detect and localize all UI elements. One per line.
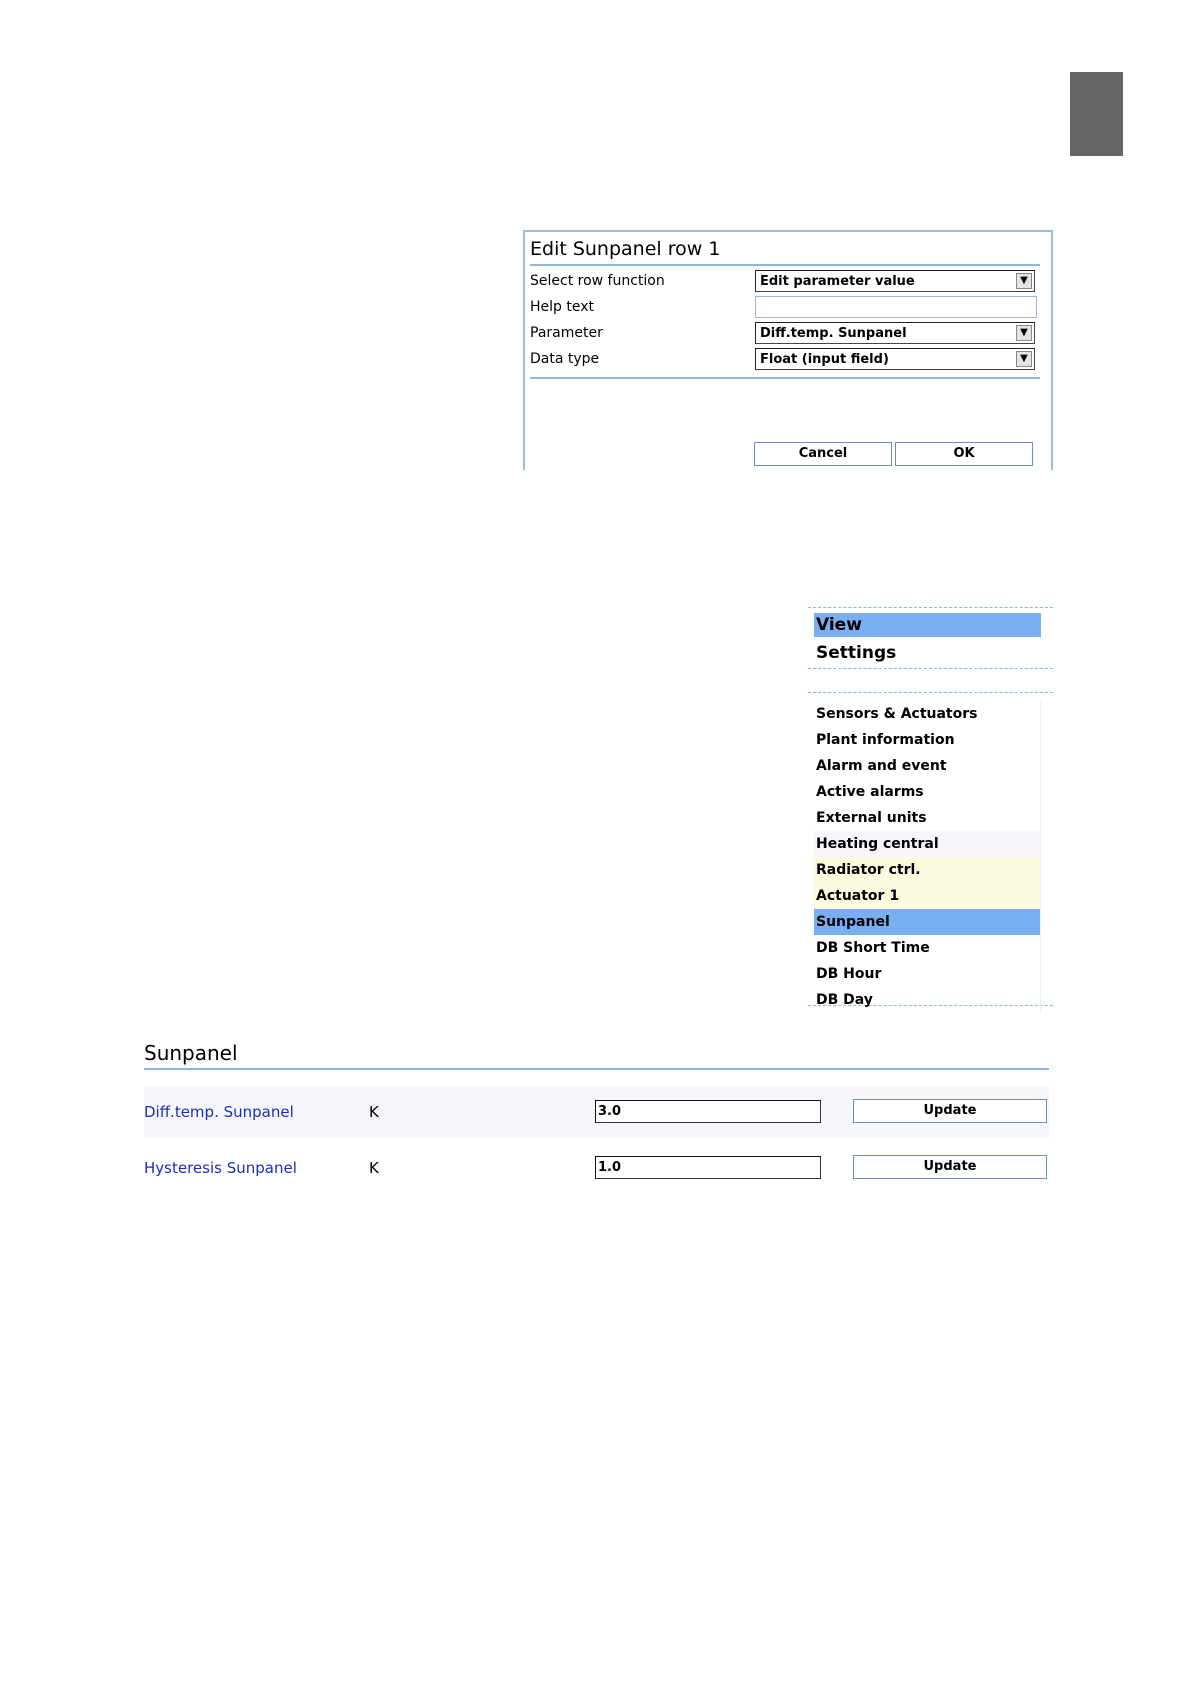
help-text-row bbox=[530, 294, 1040, 320]
menu-item-plant-information[interactable]: Plant information bbox=[814, 727, 1041, 753]
parameter-row bbox=[144, 1086, 1049, 1138]
navigation-menu bbox=[808, 692, 1053, 1006]
menu-item-alarm-and-event[interactable]: Alarm and event bbox=[814, 753, 1041, 779]
data-type-label: Data type bbox=[530, 351, 600, 367]
section-title: Sunpanel bbox=[144, 1041, 238, 1065]
dialog-title: Edit Sunpanel row 1 bbox=[530, 238, 721, 260]
data-type-select[interactable] bbox=[755, 348, 1035, 370]
update-button[interactable]: Update bbox=[853, 1099, 1047, 1123]
row-function-label: Select row function bbox=[530, 273, 665, 289]
parameter-unit: K bbox=[369, 1159, 379, 1177]
dialog-fields-divider bbox=[530, 377, 1040, 379]
menu-item-db-day[interactable]: DB Day bbox=[814, 987, 1041, 1013]
parameter-link[interactable]: Diff.temp. Sunpanel bbox=[144, 1103, 294, 1121]
menu-item-actuator-1[interactable]: Actuator 1 bbox=[814, 883, 1041, 909]
menu-settings[interactable]: Settings bbox=[816, 643, 897, 663]
help-text-label: Help text bbox=[530, 299, 594, 315]
row-function-row bbox=[530, 268, 1040, 294]
menu-item-external-units[interactable]: External units bbox=[814, 805, 1041, 831]
menu-item-active-alarms[interactable]: Active alarms bbox=[814, 779, 1041, 805]
parameter-select[interactable] bbox=[755, 322, 1035, 344]
menu-item-sunpanel[interactable]: Sunpanel bbox=[814, 909, 1041, 935]
parameter-value-input[interactable]: 1.0 bbox=[595, 1156, 821, 1179]
menu-item-heating-central[interactable]: Heating central bbox=[814, 831, 1041, 857]
chevron-down-icon[interactable]: ▼ bbox=[1016, 325, 1032, 341]
parameter-value: Diff.temp. Sunpanel bbox=[760, 326, 907, 341]
parameter-row bbox=[530, 320, 1040, 346]
parameter-unit: K bbox=[369, 1103, 379, 1121]
parameter-link[interactable]: Hysteresis Sunpanel bbox=[144, 1159, 297, 1177]
page-tab-marker bbox=[1070, 72, 1123, 156]
parameter-value-input[interactable]: 3.0 bbox=[595, 1100, 821, 1123]
help-text-input[interactable] bbox=[755, 296, 1037, 318]
row-function-value: Edit parameter value bbox=[760, 274, 915, 289]
parameter-label: Parameter bbox=[530, 325, 603, 341]
edit-row-dialog bbox=[523, 230, 1053, 470]
menu-view[interactable]: View bbox=[814, 613, 1041, 637]
menu-item-radiator-ctrl[interactable]: Radiator ctrl. bbox=[814, 857, 1041, 883]
data-type-value: Float (input field) bbox=[760, 352, 889, 367]
chevron-down-icon[interactable]: ▼ bbox=[1016, 351, 1032, 367]
menu-item-db-hour[interactable]: DB Hour bbox=[814, 961, 1041, 987]
view-settings-menu bbox=[808, 607, 1053, 669]
data-type-row bbox=[530, 346, 1040, 372]
section-divider bbox=[144, 1068, 1049, 1070]
dialog-title-divider bbox=[530, 264, 1040, 266]
chevron-down-icon[interactable]: ▼ bbox=[1016, 273, 1032, 289]
row-function-select[interactable] bbox=[755, 270, 1035, 292]
ok-button[interactable]: OK bbox=[895, 442, 1033, 466]
menu-item-db-short-time[interactable]: DB Short Time bbox=[814, 935, 1041, 961]
update-button[interactable]: Update bbox=[853, 1155, 1047, 1179]
cancel-button[interactable]: Cancel bbox=[754, 442, 892, 466]
menu-item-sensors-actuators[interactable]: Sensors & Actuators bbox=[814, 701, 1041, 727]
parameter-row bbox=[144, 1142, 1049, 1194]
